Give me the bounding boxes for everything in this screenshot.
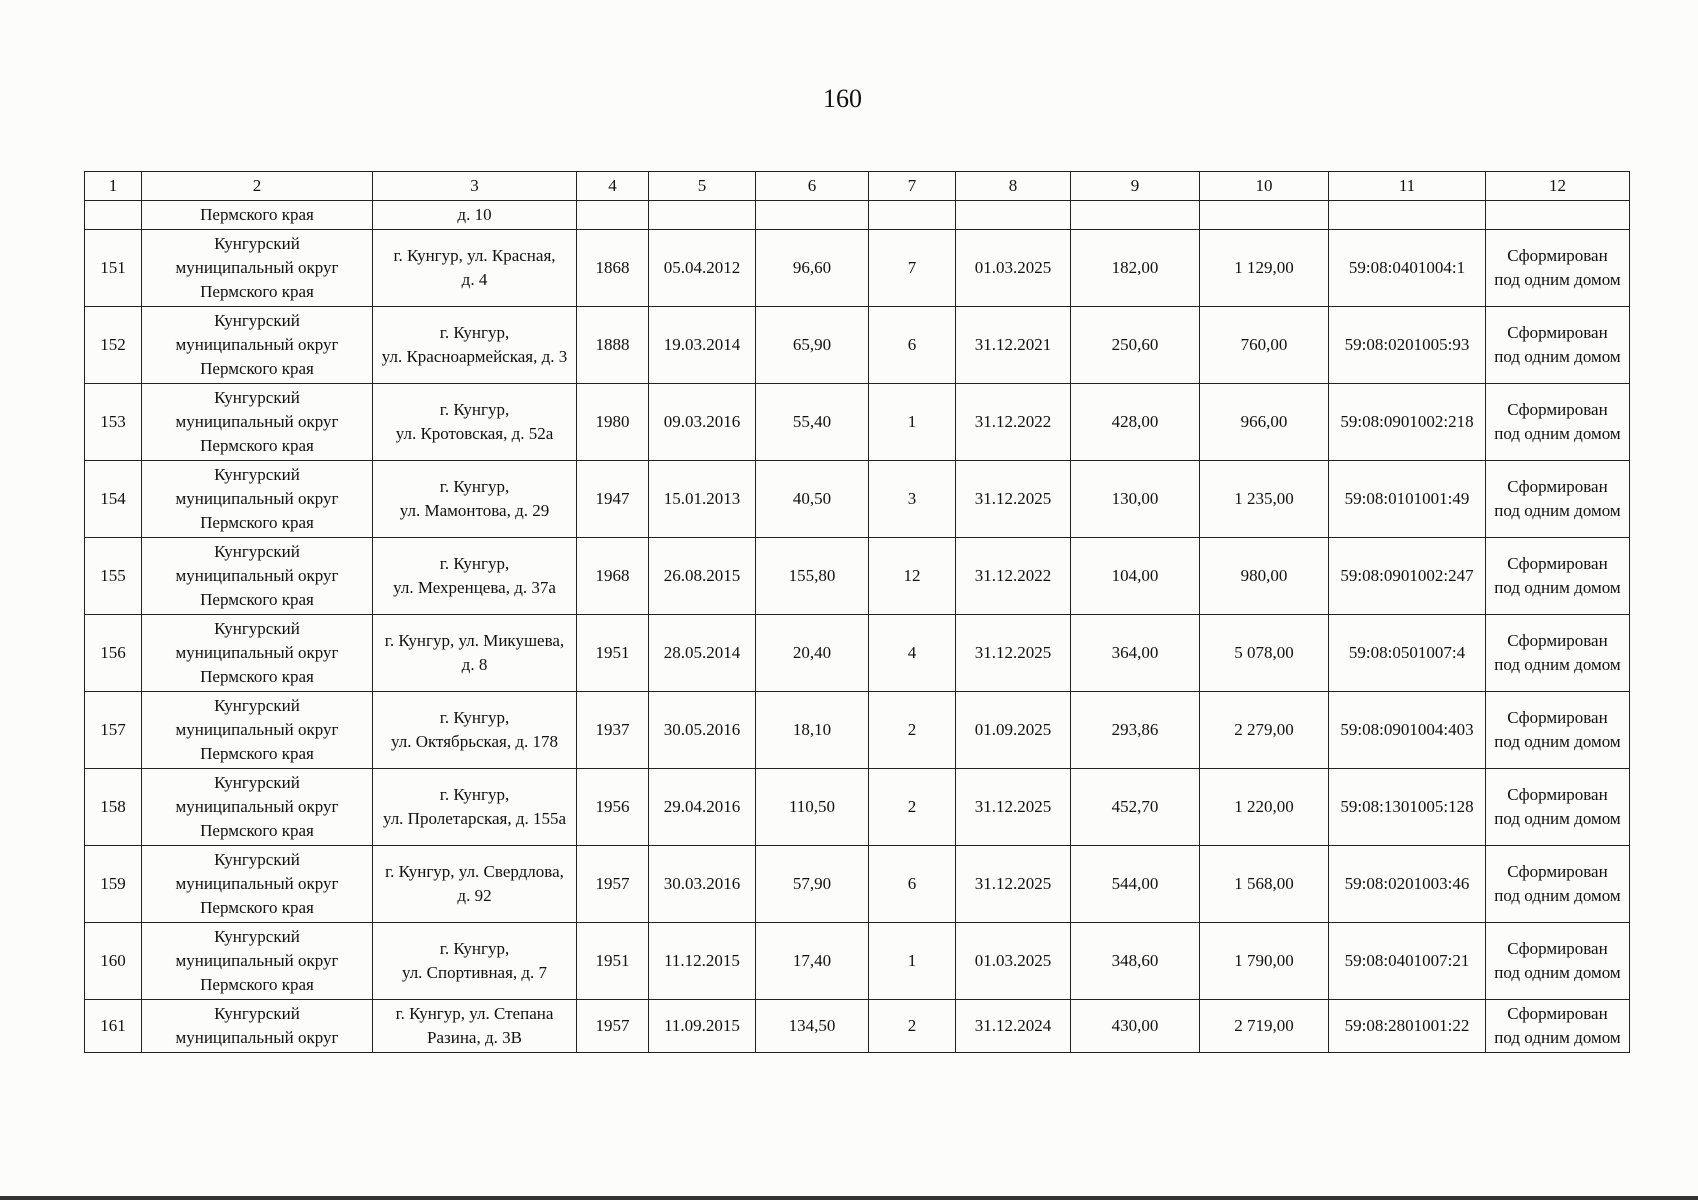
- municipality-cell-line: Пермского края: [200, 744, 314, 763]
- resettlement-deadline-cell: 01.03.2025: [956, 923, 1071, 1000]
- municipality-cell: [142, 307, 373, 384]
- row-number-cell: 161: [85, 1000, 142, 1053]
- row-number-cell: 151: [85, 230, 142, 307]
- cadastral-number-cell: 59:08:0501007:4: [1329, 615, 1486, 692]
- address-cell: [373, 769, 577, 846]
- value-col9-cell: 430,00: [1071, 1000, 1200, 1053]
- address-cell: [373, 923, 577, 1000]
- address-cell-line: г. Кунгур,: [439, 939, 510, 958]
- land-status-cell-line: под одним домом: [1494, 809, 1621, 828]
- value-col10-cell: 1 220,00: [1200, 769, 1329, 846]
- value-col10-cell: 1 790,00: [1200, 923, 1329, 1000]
- land-status-cell: [1486, 538, 1630, 615]
- address-cell: д. 10: [373, 201, 577, 230]
- municipality-cell-line: Пермского края: [200, 436, 314, 455]
- address-cell-line: ул. Красноармейская, д. 3: [381, 347, 568, 366]
- address-cell-line: ул. Мехренцева, д. 37а: [393, 578, 556, 597]
- resettlement-deadline-cell: 31.12.2025: [956, 769, 1071, 846]
- address-cell-line: г. Кунгур,: [439, 708, 510, 727]
- municipality-cell-line: Кунгурский: [214, 311, 300, 330]
- residents-cell: 12: [869, 538, 956, 615]
- row-number-cell: 160: [85, 923, 142, 1000]
- land-status-cell-line: под одним домом: [1494, 578, 1621, 597]
- continuation-row: [85, 201, 1630, 230]
- cadastral-number-cell: 59:08:2801001:22: [1329, 1000, 1486, 1053]
- recognition-date-cell: 09.03.2016: [649, 384, 756, 461]
- land-status-cell: [1486, 615, 1630, 692]
- land-status-cell: [1486, 384, 1630, 461]
- empty-cell: [1071, 201, 1200, 230]
- area-cell: 110,50: [756, 769, 869, 846]
- column-number: 10: [1200, 172, 1329, 201]
- empty-cell: [956, 201, 1071, 230]
- municipality-cell-line: Кунгурский: [214, 234, 300, 253]
- empty-cell: [577, 201, 649, 230]
- municipality-cell: [142, 769, 373, 846]
- build-year-cell: 1947: [577, 461, 649, 538]
- resettlement-deadline-cell: 31.12.2025: [956, 461, 1071, 538]
- land-status-cell: [1486, 923, 1630, 1000]
- land-status-cell-line: Сформирован: [1507, 785, 1608, 804]
- table-row: [85, 384, 1630, 461]
- build-year-cell: 1868: [577, 230, 649, 307]
- page-number: 160: [823, 84, 862, 113]
- municipality-cell-line: муниципальный округ: [175, 566, 339, 585]
- land-status-cell: [1486, 307, 1630, 384]
- land-status-cell-line: Сформирован: [1507, 631, 1608, 650]
- land-status-cell-line: под одним домом: [1494, 963, 1621, 982]
- municipality-cell-line: Кунгурский: [214, 465, 300, 484]
- column-number: 1: [85, 172, 142, 201]
- land-status-cell: [1486, 230, 1630, 307]
- land-status-cell-line: Сформирован: [1507, 1004, 1608, 1023]
- land-status-cell: [1486, 1000, 1630, 1053]
- row-number-cell: 154: [85, 461, 142, 538]
- address-cell-line: ул. Мамонтова, д. 29: [399, 501, 550, 520]
- table-row: [85, 923, 1630, 1000]
- value-col9-cell: 544,00: [1071, 846, 1200, 923]
- land-status-cell-line: под одним домом: [1494, 886, 1621, 905]
- area-cell: 40,50: [756, 461, 869, 538]
- land-status-cell-line: Сформирован: [1507, 862, 1608, 881]
- cadastral-number-cell: 59:08:0201005:93: [1329, 307, 1486, 384]
- address-cell: [373, 846, 577, 923]
- land-status-cell-line: Сформирован: [1507, 708, 1608, 727]
- build-year-cell: 1956: [577, 769, 649, 846]
- address-cell-line: д. 8: [461, 655, 488, 674]
- municipality-cell-line: Кунгурский: [214, 696, 300, 715]
- residents-cell: 6: [869, 846, 956, 923]
- column-number: 3: [373, 172, 577, 201]
- municipality-cell-line: муниципальный округ: [175, 335, 339, 354]
- table-row: [85, 230, 1630, 307]
- municipality-cell: [142, 615, 373, 692]
- recognition-date-cell: 11.09.2015: [649, 1000, 756, 1053]
- municipality-cell: [142, 538, 373, 615]
- address-cell: [373, 1000, 577, 1053]
- municipality-cell: Пермского края: [142, 201, 373, 230]
- residents-cell: 2: [869, 1000, 956, 1053]
- row-number-cell: 152: [85, 307, 142, 384]
- recognition-date-cell: 28.05.2014: [649, 615, 756, 692]
- table-row: [85, 615, 1630, 692]
- address-cell-line: г. Кунгур,: [439, 785, 510, 804]
- address-cell-line: Разина, д. 3В: [427, 1028, 522, 1047]
- area-cell: 18,10: [756, 692, 869, 769]
- land-status-cell-line: Сформирован: [1507, 939, 1608, 958]
- address-cell: [373, 615, 577, 692]
- address-cell-line: ул. Октябрьская, д. 178: [390, 732, 559, 751]
- value-col10-cell: 1 235,00: [1200, 461, 1329, 538]
- municipality-cell-line: Кунгурский: [214, 1004, 300, 1023]
- area-cell: 155,80: [756, 538, 869, 615]
- residents-cell: 6: [869, 307, 956, 384]
- land-status-cell-line: под одним домом: [1494, 270, 1621, 289]
- column-number: 12: [1486, 172, 1630, 201]
- municipality-cell-line: муниципальный округ: [175, 258, 339, 277]
- value-col10-cell: 760,00: [1200, 307, 1329, 384]
- address-cell-line: д. 4: [461, 270, 488, 289]
- address-cell: [373, 384, 577, 461]
- value-col10-cell: 980,00: [1200, 538, 1329, 615]
- municipality-cell: [142, 692, 373, 769]
- resettlement-deadline-cell: 31.12.2021: [956, 307, 1071, 384]
- recognition-date-cell: 29.04.2016: [649, 769, 756, 846]
- address-cell: [373, 230, 577, 307]
- resettlement-deadline-cell: 31.12.2022: [956, 538, 1071, 615]
- residents-cell: 1: [869, 384, 956, 461]
- municipality-cell: [142, 1000, 373, 1053]
- address-cell-line: г. Кунгур,: [439, 400, 510, 419]
- cadastral-number-cell: 59:08:0401007:21: [1329, 923, 1486, 1000]
- value-col9-cell: 182,00: [1071, 230, 1200, 307]
- build-year-cell: 1888: [577, 307, 649, 384]
- land-status-cell-line: Сформирован: [1507, 323, 1608, 342]
- municipality-cell-line: Кунгурский: [214, 850, 300, 869]
- land-status-cell: [1486, 769, 1630, 846]
- resettlement-deadline-cell: 01.03.2025: [956, 230, 1071, 307]
- address-cell: [373, 307, 577, 384]
- value-col10-cell: 1 129,00: [1200, 230, 1329, 307]
- land-status-cell-line: Сформирован: [1507, 477, 1608, 496]
- recognition-date-cell: 30.03.2016: [649, 846, 756, 923]
- address-cell: [373, 538, 577, 615]
- table-row: [85, 769, 1630, 846]
- area-cell: 65,90: [756, 307, 869, 384]
- municipality-cell: [142, 461, 373, 538]
- column-number: 9: [1071, 172, 1200, 201]
- land-status-cell: [1486, 461, 1630, 538]
- column-number: 7: [869, 172, 956, 201]
- build-year-cell: 1980: [577, 384, 649, 461]
- land-status-cell-line: Сформирован: [1507, 246, 1608, 265]
- build-year-cell: 1968: [577, 538, 649, 615]
- value-col10-cell: 2 719,00: [1200, 1000, 1329, 1053]
- municipality-cell-line: муниципальный округ: [175, 797, 339, 816]
- value-col10-cell: 966,00: [1200, 384, 1329, 461]
- address-cell-line: ул. Пролетарская, д. 155а: [382, 809, 567, 828]
- address-cell-line: г. Кунгур,: [439, 323, 510, 342]
- housing-registry-table: [84, 171, 1630, 1053]
- row-number-cell: 156: [85, 615, 142, 692]
- address-cell-line: ул. Кротовская, д. 52а: [395, 424, 554, 443]
- value-col10-cell: 1 568,00: [1200, 846, 1329, 923]
- column-number: 6: [756, 172, 869, 201]
- resettlement-deadline-cell: 31.12.2025: [956, 615, 1071, 692]
- land-status-cell-line: под одним домом: [1494, 424, 1621, 443]
- municipality-cell-line: Пермского края: [200, 975, 314, 994]
- municipality-cell-line: муниципальный округ: [175, 489, 339, 508]
- address-cell: [373, 461, 577, 538]
- area-cell: 134,50: [756, 1000, 869, 1053]
- recognition-date-cell: 05.04.2012: [649, 230, 756, 307]
- municipality-cell-line: муниципальный округ: [175, 720, 339, 739]
- resettlement-deadline-cell: 31.12.2025: [956, 846, 1071, 923]
- residents-cell: 3: [869, 461, 956, 538]
- residents-cell: 2: [869, 769, 956, 846]
- municipality-cell: [142, 230, 373, 307]
- empty-cell: [1329, 201, 1486, 230]
- row-number-cell: 158: [85, 769, 142, 846]
- recognition-date-cell: 26.08.2015: [649, 538, 756, 615]
- value-col9-cell: 250,60: [1071, 307, 1200, 384]
- value-col9-cell: 428,00: [1071, 384, 1200, 461]
- area-cell: 20,40: [756, 615, 869, 692]
- municipality-cell-line: Пермского края: [200, 667, 314, 686]
- resettlement-deadline-cell: 31.12.2024: [956, 1000, 1071, 1053]
- area-cell: 17,40: [756, 923, 869, 1000]
- address-cell-line: г. Кунгур, ул. Микушева,: [384, 631, 565, 650]
- land-status-cell-line: под одним домом: [1494, 655, 1621, 674]
- area-cell: 55,40: [756, 384, 869, 461]
- recognition-date-cell: 15.01.2013: [649, 461, 756, 538]
- value-col9-cell: 364,00: [1071, 615, 1200, 692]
- land-status-cell-line: под одним домом: [1494, 732, 1621, 751]
- column-number-row: [85, 172, 1630, 201]
- address-cell-line: г. Кунгур,: [439, 477, 510, 496]
- land-status-cell-line: Сформирован: [1507, 554, 1608, 573]
- municipality-cell-line: Пермского края: [200, 513, 314, 532]
- empty-cell: [1486, 201, 1630, 230]
- cadastral-number-cell: 59:08:0201003:46: [1329, 846, 1486, 923]
- municipality-cell: [142, 923, 373, 1000]
- table-row: [85, 846, 1630, 923]
- address-cell-line: г. Кунгур,: [439, 554, 510, 573]
- build-year-cell: 1951: [577, 615, 649, 692]
- value-col9-cell: 348,60: [1071, 923, 1200, 1000]
- row-number-cell: 159: [85, 846, 142, 923]
- area-cell: 96,60: [756, 230, 869, 307]
- residents-cell: 7: [869, 230, 956, 307]
- value-col9-cell: 130,00: [1071, 461, 1200, 538]
- land-status-cell-line: Сформирован: [1507, 400, 1608, 419]
- table-row: [85, 461, 1630, 538]
- row-number-cell: 157: [85, 692, 142, 769]
- value-col10-cell: 2 279,00: [1200, 692, 1329, 769]
- municipality-cell-line: Кунгурский: [214, 619, 300, 638]
- address-cell-line: г. Кунгур, ул. Степана: [395, 1004, 554, 1023]
- residents-cell: 2: [869, 692, 956, 769]
- table-row: [85, 1000, 1630, 1053]
- column-number: 11: [1329, 172, 1486, 201]
- cadastral-number-cell: 59:08:0901004:403: [1329, 692, 1486, 769]
- land-status-cell-line: под одним домом: [1494, 347, 1621, 366]
- land-status-cell: [1486, 692, 1630, 769]
- row-number-cell: 153: [85, 384, 142, 461]
- land-status-cell-line: под одним домом: [1494, 501, 1621, 520]
- column-number: 5: [649, 172, 756, 201]
- scan-edge-shadow: [0, 1196, 1698, 1200]
- municipality-cell-line: муниципальный округ: [175, 412, 339, 431]
- municipality-cell-line: Пермского края: [200, 898, 314, 917]
- recognition-date-cell: 19.03.2014: [649, 307, 756, 384]
- empty-cell: [756, 201, 869, 230]
- cadastral-number-cell: 59:08:0901002:218: [1329, 384, 1486, 461]
- build-year-cell: 1957: [577, 846, 649, 923]
- municipality-cell: [142, 384, 373, 461]
- recognition-date-cell: 30.05.2016: [649, 692, 756, 769]
- area-cell: 57,90: [756, 846, 869, 923]
- resettlement-deadline-cell: 01.09.2025: [956, 692, 1071, 769]
- empty-cell: [869, 201, 956, 230]
- residents-cell: 4: [869, 615, 956, 692]
- table-row: [85, 692, 1630, 769]
- municipality-cell-line: муниципальный округ: [175, 643, 339, 662]
- cadastral-number-cell: 59:08:0401004:1: [1329, 230, 1486, 307]
- municipality-cell-line: Пермского края: [200, 359, 314, 378]
- municipality-cell-line: муниципальный округ: [175, 874, 339, 893]
- recognition-date-cell: 11.12.2015: [649, 923, 756, 1000]
- resettlement-deadline-cell: 31.12.2022: [956, 384, 1071, 461]
- cadastral-number-cell: 59:08:0101001:49: [1329, 461, 1486, 538]
- row-number-cell: 155: [85, 538, 142, 615]
- municipality-cell-line: муниципальный округ: [175, 1028, 339, 1047]
- column-number: 4: [577, 172, 649, 201]
- municipality-cell-line: муниципальный округ: [175, 951, 339, 970]
- land-status-cell: [1486, 846, 1630, 923]
- value-col9-cell: 452,70: [1071, 769, 1200, 846]
- municipality-cell-line: Кунгурский: [214, 388, 300, 407]
- address-cell-line: ул. Спортивная, д. 7: [401, 963, 548, 982]
- column-number: 8: [956, 172, 1071, 201]
- residents-cell: 1: [869, 923, 956, 1000]
- value-col9-cell: 293,86: [1071, 692, 1200, 769]
- address-cell: [373, 692, 577, 769]
- table-row: [85, 307, 1630, 384]
- empty-cell: [1200, 201, 1329, 230]
- build-year-cell: 1951: [577, 923, 649, 1000]
- table-row: [85, 538, 1630, 615]
- value-col9-cell: 104,00: [1071, 538, 1200, 615]
- land-status-cell-line: под одним домом: [1494, 1028, 1621, 1047]
- municipality-cell-line: Кунгурский: [214, 773, 300, 792]
- municipality-cell: [142, 846, 373, 923]
- value-col10-cell: 5 078,00: [1200, 615, 1329, 692]
- build-year-cell: 1937: [577, 692, 649, 769]
- municipality-cell-line: Кунгурский: [214, 927, 300, 946]
- municipality-cell-line: Пермского края: [200, 821, 314, 840]
- empty-cell: [85, 201, 142, 230]
- address-cell-line: г. Кунгур, ул. Свердлова,: [385, 862, 564, 881]
- municipality-cell-line: Пермского края: [200, 590, 314, 609]
- address-cell-line: г. Кунгур, ул. Красная,: [393, 246, 556, 265]
- address-cell-line: д. 92: [457, 886, 492, 905]
- cadastral-number-cell: 59:08:0901002:247: [1329, 538, 1486, 615]
- column-number: 2: [142, 172, 373, 201]
- empty-cell: [649, 201, 756, 230]
- municipality-cell-line: Пермского края: [200, 282, 314, 301]
- municipality-cell-line: Кунгурский: [214, 542, 300, 561]
- cadastral-number-cell: 59:08:1301005:128: [1329, 769, 1486, 846]
- build-year-cell: 1957: [577, 1000, 649, 1053]
